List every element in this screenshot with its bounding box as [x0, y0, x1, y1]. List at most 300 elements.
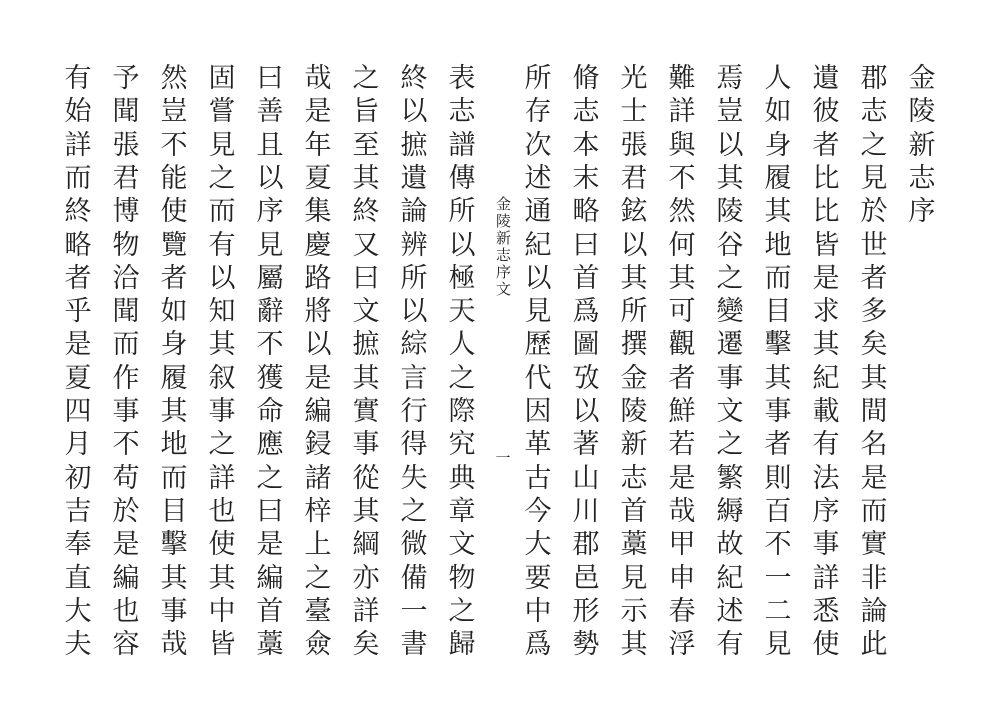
- character: 事: [764, 396, 792, 427]
- character: 詳: [668, 96, 696, 128]
- character: 詳: [64, 129, 92, 161]
- character: 矣: [860, 329, 888, 361]
- character: 知: [208, 296, 236, 328]
- character: 之: [256, 462, 284, 494]
- character: 且: [256, 129, 284, 161]
- character: 以: [400, 96, 428, 128]
- character: 二: [764, 595, 792, 627]
- character: 僉: [304, 629, 332, 661]
- character: 夫: [64, 629, 92, 661]
- character: 天: [448, 296, 476, 328]
- character: 詳: [208, 462, 236, 494]
- gutter-label: 金陵新志序文: [494, 196, 512, 298]
- character: 曰: [256, 63, 284, 94]
- character: 其: [668, 262, 696, 294]
- character: 譜: [448, 129, 476, 161]
- character: 藁: [620, 529, 648, 561]
- character: 直: [64, 562, 92, 594]
- character: 著: [572, 429, 600, 461]
- character: 藁: [256, 629, 284, 661]
- character: 勢: [572, 629, 600, 661]
- character: 之: [208, 429, 236, 461]
- character: 大: [64, 595, 92, 627]
- character: 獲: [256, 362, 284, 394]
- character: 善: [256, 96, 284, 128]
- character: 一: [764, 562, 792, 594]
- character: 難: [668, 63, 696, 94]
- character: 申: [668, 562, 696, 594]
- character: 歸: [448, 629, 476, 661]
- character: 而: [112, 329, 140, 361]
- character: 觀: [668, 329, 696, 361]
- character: 地: [764, 229, 792, 261]
- character: 人: [448, 329, 476, 361]
- character: 身: [764, 129, 792, 161]
- character: 夏: [64, 362, 92, 394]
- character: 新: [908, 129, 936, 161]
- character: 文: [448, 529, 476, 561]
- character: 博: [112, 196, 140, 228]
- character: 故: [716, 529, 744, 561]
- character: 大: [524, 529, 552, 561]
- character: 詳: [352, 595, 380, 627]
- character: 見: [860, 162, 888, 194]
- character: 年: [304, 129, 332, 161]
- character: 物: [448, 562, 476, 594]
- character: 紀: [524, 229, 552, 261]
- character: 履: [764, 162, 792, 194]
- character: 代: [524, 362, 552, 394]
- character: 比: [812, 196, 840, 228]
- character: 新: [620, 429, 648, 461]
- character: 邑: [572, 562, 600, 594]
- character: 皆: [208, 629, 236, 661]
- page-number: 一: [495, 449, 511, 467]
- character: 以: [572, 396, 600, 427]
- character: 川: [572, 495, 600, 527]
- character: 中: [524, 595, 552, 627]
- character: 見: [620, 562, 648, 594]
- character: 以: [304, 329, 332, 361]
- character: 其: [764, 196, 792, 228]
- character: 見: [764, 629, 792, 661]
- character: 鉉: [620, 196, 648, 228]
- character: 不: [112, 429, 140, 461]
- character: 何: [668, 229, 696, 261]
- character: 履: [160, 362, 188, 394]
- character: 曰: [352, 262, 380, 294]
- character: 金: [908, 63, 936, 94]
- character: 典: [448, 462, 476, 494]
- character: 以: [524, 262, 552, 294]
- character: 攷: [572, 362, 600, 394]
- character: 洽: [112, 262, 140, 294]
- character: 實: [860, 529, 888, 561]
- character: 陵: [908, 96, 936, 128]
- character: 事: [716, 362, 744, 394]
- character: 哉: [668, 495, 696, 527]
- character: 是: [668, 462, 696, 494]
- character: 又: [352, 229, 380, 261]
- character: 本: [572, 129, 600, 161]
- character: 固: [208, 63, 236, 94]
- character: 乎: [64, 296, 92, 328]
- character: 者: [812, 129, 840, 161]
- character: 志: [908, 162, 936, 194]
- character: 要: [524, 562, 552, 594]
- character: 其: [352, 495, 380, 527]
- character: 志: [572, 96, 600, 128]
- character: 聞: [112, 96, 140, 128]
- character: 陵: [716, 196, 744, 228]
- character: 論: [860, 595, 888, 627]
- character: 撰: [620, 329, 648, 361]
- character: 論: [400, 196, 428, 228]
- character: 之: [716, 262, 744, 294]
- character: 今: [524, 495, 552, 527]
- character: 也: [208, 495, 236, 527]
- character: 覽: [160, 229, 188, 261]
- character: 爲: [572, 296, 600, 328]
- character: 辭: [256, 296, 284, 328]
- character: 紀: [812, 362, 840, 394]
- character: 其: [716, 162, 744, 194]
- character: 身: [160, 329, 188, 361]
- character: 所: [620, 296, 648, 328]
- character: 郡: [860, 63, 888, 94]
- character: 編: [256, 562, 284, 594]
- character: 始: [64, 96, 92, 128]
- character: 也: [112, 595, 140, 627]
- character: 悉: [812, 595, 840, 627]
- character: 有: [208, 229, 236, 261]
- character: 之: [860, 129, 888, 161]
- character: 序: [256, 196, 284, 228]
- character: 從: [352, 462, 380, 494]
- character: 述: [524, 162, 552, 194]
- character: 比: [812, 162, 840, 194]
- character: 是: [812, 262, 840, 294]
- character: 不: [256, 329, 284, 361]
- character: 首: [256, 595, 284, 627]
- character: 使: [160, 196, 188, 228]
- character: 者: [860, 262, 888, 294]
- character: 紀: [716, 562, 744, 594]
- character: 豈: [160, 96, 188, 128]
- character: 辨: [400, 229, 428, 261]
- character: 序: [812, 495, 840, 527]
- character: 事: [112, 396, 140, 427]
- character: 中: [208, 595, 236, 627]
- character: 應: [256, 429, 284, 461]
- character: 詳: [812, 562, 840, 594]
- character: 爲: [524, 629, 552, 661]
- character: 其: [208, 329, 236, 361]
- character: 豈: [716, 96, 744, 128]
- character: 有: [64, 63, 92, 94]
- character: 哉: [304, 63, 332, 94]
- character: 一: [400, 595, 428, 627]
- character: 世: [860, 229, 888, 261]
- character: 脩: [572, 63, 600, 94]
- character: 容: [112, 629, 140, 661]
- character: 者: [668, 362, 696, 394]
- character: 山: [572, 462, 600, 494]
- character: 彼: [812, 96, 840, 128]
- character: 變: [716, 296, 744, 328]
- character: 是: [860, 462, 888, 494]
- character: 不: [668, 162, 696, 194]
- character: 極: [448, 262, 476, 294]
- character: 所: [400, 262, 428, 294]
- character: 際: [448, 396, 476, 427]
- character: 以: [256, 162, 284, 194]
- character: 路: [304, 262, 332, 294]
- character: 編: [112, 562, 140, 594]
- character: 法: [812, 462, 840, 494]
- character: 叙: [208, 362, 236, 394]
- character: 志: [620, 462, 648, 494]
- character: 其: [812, 329, 840, 361]
- character: 地: [160, 429, 188, 461]
- character: 諸: [304, 462, 332, 494]
- character: 命: [256, 396, 284, 427]
- character: 所: [524, 63, 552, 94]
- character: 使: [208, 529, 236, 561]
- character: 如: [764, 96, 792, 128]
- character: 吉: [64, 495, 92, 527]
- character: 事: [812, 529, 840, 561]
- character: 哉: [160, 629, 188, 661]
- character: 行: [400, 396, 428, 427]
- character: 志: [448, 96, 476, 128]
- character: 以: [400, 296, 428, 328]
- character: 之: [716, 429, 744, 461]
- character: 能: [160, 162, 188, 194]
- character: 郡: [572, 529, 600, 561]
- character: 月: [64, 429, 92, 461]
- character: 予: [112, 63, 140, 94]
- character: 上: [304, 529, 332, 561]
- character: 示: [620, 595, 648, 627]
- character: 綜: [400, 329, 428, 361]
- character: 而: [208, 196, 236, 228]
- character: 得: [400, 429, 428, 461]
- character: 張: [620, 129, 648, 161]
- character: 文: [716, 396, 744, 427]
- character: 通: [524, 196, 552, 228]
- character: 屬: [256, 262, 284, 294]
- character: 志: [860, 96, 888, 128]
- character: 士: [620, 96, 648, 128]
- character: 言: [400, 362, 428, 394]
- character: 以: [620, 229, 648, 261]
- character: 間: [860, 396, 888, 427]
- character: 之: [304, 562, 332, 594]
- character: 鮮: [668, 396, 696, 427]
- character: 存: [524, 96, 552, 128]
- character: 以: [208, 262, 236, 294]
- character: 夏: [304, 162, 332, 194]
- character: 見: [524, 296, 552, 328]
- character: 見: [256, 229, 284, 261]
- character: 表: [448, 63, 476, 94]
- character: 其: [160, 396, 188, 427]
- character: 擊: [160, 529, 188, 561]
- character: 以: [716, 129, 744, 161]
- character: 以: [448, 229, 476, 261]
- character: 目: [764, 296, 792, 328]
- character: 多: [860, 296, 888, 328]
- character: 其: [620, 262, 648, 294]
- character: 浮: [668, 629, 696, 661]
- character: 書: [400, 629, 428, 661]
- character: 是: [64, 329, 92, 361]
- character: 於: [112, 495, 140, 527]
- character: 終: [352, 196, 380, 228]
- character: 序: [908, 196, 936, 228]
- character: 備: [400, 562, 428, 594]
- character: 傳: [448, 162, 476, 194]
- character: 述: [716, 595, 744, 627]
- character: 梓: [304, 495, 332, 527]
- character: 其: [160, 562, 188, 594]
- character: 使: [812, 629, 840, 661]
- character: 有: [716, 629, 744, 661]
- character: 鋟: [304, 429, 332, 461]
- character: 古: [524, 462, 552, 494]
- character: 所: [448, 196, 476, 228]
- character: 曰: [256, 495, 284, 527]
- character: 如: [160, 296, 188, 328]
- character: 而: [160, 462, 188, 494]
- character: 聞: [112, 296, 140, 328]
- character: 末: [572, 162, 600, 194]
- character: 求: [812, 296, 840, 328]
- character: 苟: [112, 462, 140, 494]
- character: 圖: [572, 329, 600, 361]
- character: 事: [208, 396, 236, 427]
- character: 究: [448, 429, 476, 461]
- character: 光: [620, 63, 648, 94]
- character: 初: [64, 462, 92, 494]
- character: 終: [64, 196, 92, 228]
- character: 至: [352, 129, 380, 161]
- character: 則: [764, 462, 792, 494]
- character: 作: [112, 362, 140, 394]
- character: 首: [572, 262, 600, 294]
- character: 可: [668, 296, 696, 328]
- character: 因: [524, 396, 552, 427]
- character: 其: [620, 629, 648, 661]
- character: 編: [304, 396, 332, 427]
- character: 焉: [716, 63, 744, 94]
- character: 君: [620, 162, 648, 194]
- character: 與: [668, 129, 696, 161]
- character: 之: [208, 162, 236, 194]
- character: 失: [400, 462, 428, 494]
- character: 臺: [304, 595, 332, 627]
- character: 此: [860, 629, 888, 661]
- character: 者: [160, 262, 188, 294]
- character: 是: [304, 96, 332, 128]
- character: 春: [668, 595, 696, 627]
- character: 名: [860, 429, 888, 461]
- character: 君: [112, 162, 140, 194]
- character: 慶: [304, 229, 332, 261]
- character: 終: [400, 63, 428, 94]
- character: 之: [448, 362, 476, 394]
- character: 實: [352, 396, 380, 427]
- character: 人: [764, 63, 792, 94]
- character: 集: [304, 196, 332, 228]
- character: 曰: [572, 229, 600, 261]
- character: 奉: [64, 529, 92, 561]
- character: 張: [112, 129, 140, 161]
- character: 事: [352, 429, 380, 461]
- character: 是: [304, 362, 332, 394]
- character: 四: [64, 396, 92, 427]
- character: 目: [160, 495, 188, 527]
- character: 之: [352, 63, 380, 94]
- character: 將: [304, 296, 332, 328]
- character: 次: [524, 129, 552, 161]
- character: 繁: [716, 462, 744, 494]
- character: 略: [572, 196, 600, 228]
- character: 遺: [812, 63, 840, 94]
- character: 遷: [716, 329, 744, 361]
- character: 甲: [668, 529, 696, 561]
- character: 而: [764, 262, 792, 294]
- character: 其: [764, 362, 792, 394]
- character: 不: [160, 129, 188, 161]
- character: 是: [256, 529, 284, 561]
- character: 谷: [716, 229, 744, 261]
- character: 有: [812, 429, 840, 461]
- character: 形: [572, 595, 600, 627]
- character: 擊: [764, 329, 792, 361]
- character: 者: [64, 262, 92, 294]
- character: 於: [860, 196, 888, 228]
- character: 文: [352, 296, 380, 328]
- character: 首: [620, 495, 648, 527]
- character: 非: [860, 562, 888, 594]
- character: 之: [400, 495, 428, 527]
- character: 摭: [400, 129, 428, 161]
- character: 不: [764, 529, 792, 561]
- character: 物: [112, 229, 140, 261]
- character: 陵: [620, 396, 648, 427]
- character: 金: [620, 362, 648, 394]
- character: 縟: [716, 495, 744, 527]
- character: 遺: [400, 162, 428, 194]
- character: 摭: [352, 329, 380, 361]
- character: 其: [352, 362, 380, 394]
- character: 矣: [352, 629, 380, 661]
- character: 略: [64, 229, 92, 261]
- character: 載: [812, 396, 840, 427]
- character: 綱: [352, 529, 380, 561]
- character: 皆: [812, 229, 840, 261]
- character: 者: [764, 429, 792, 461]
- character: 而: [64, 162, 92, 194]
- character: 其: [860, 362, 888, 394]
- character: 百: [764, 495, 792, 527]
- character: 歷: [524, 329, 552, 361]
- character: 旨: [352, 96, 380, 128]
- character: 然: [160, 63, 188, 94]
- character: 微: [400, 529, 428, 561]
